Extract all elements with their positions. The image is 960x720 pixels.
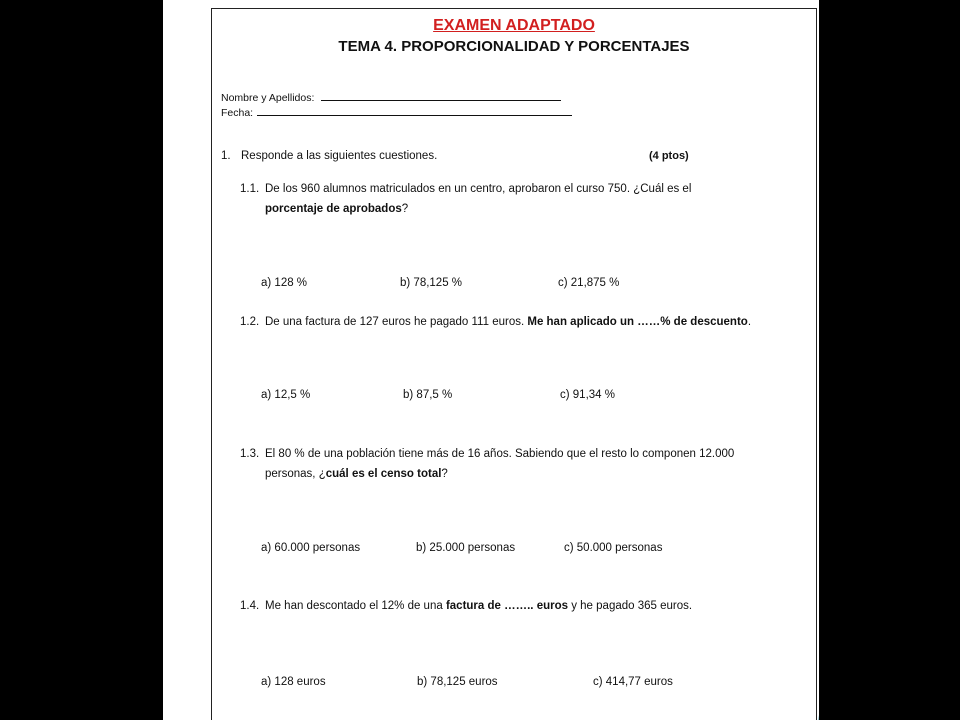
question-text-head: personas, ¿ — [265, 468, 326, 480]
question-emphasis: porcentaje de aprobados — [265, 203, 402, 215]
question-text-plain: Me han descontado el 12% de una — [265, 600, 443, 612]
option-c: c) 21,875 % — [558, 277, 620, 289]
question-number: 1.1. — [240, 183, 260, 195]
section-number: 1. — [221, 150, 231, 162]
question-text — [265, 600, 692, 612]
question-text: El 80 % de una población tiene más de 16 años. Sabiendo que el resto lo componen 12.000 — [265, 448, 735, 460]
date-label: Fecha: — [221, 107, 254, 119]
option-b: b) 78,125 euros — [417, 676, 498, 688]
question-emphasis: Me han aplicado un ……% de descuento — [527, 316, 748, 328]
left-black-margin — [0, 0, 163, 720]
option-c: c) 91,34 % — [560, 389, 615, 401]
option-a: a) 60.000 personas — [261, 542, 361, 554]
date-blank-line — [257, 105, 572, 116]
option-a: a) 12,5 % — [261, 389, 311, 401]
question-text-plain: De una factura de 127 euros he pagado 111 euros. — [265, 316, 525, 328]
question-number: 1.2. — [240, 316, 260, 328]
question-emphasis: cuál es el censo total — [325, 468, 442, 480]
question-text-tail: ? — [441, 468, 448, 480]
name-field — [221, 90, 561, 104]
question-number: 1.4. — [240, 600, 260, 612]
question-emphasis: factura de …….. euros — [445, 600, 569, 612]
option-c: c) 414,77 euros — [593, 676, 673, 688]
name-blank-line — [321, 90, 561, 101]
question-text-tail: . — [747, 316, 752, 328]
exam-title: EXAMEN ADAPTADO — [433, 17, 595, 34]
option-b: b) 87,5 % — [403, 389, 453, 401]
name-label: Nombre y Apellidos: — [221, 92, 315, 104]
right-black-margin — [819, 0, 960, 720]
question-number: 1.3. — [240, 448, 260, 460]
option-c: c) 50.000 personas — [564, 542, 663, 554]
section-title: Responde a las siguientes cuestiones. — [241, 150, 438, 162]
teal-circle-decoration-right — [818, 615, 819, 720]
exam-topic: TEMA 4. PROPORCIONALIDAD Y PORCENTAJES — [338, 38, 690, 55]
section-points: (4 ptos) — [649, 150, 689, 162]
question-text: De los 960 alumnos matriculados en un centro, aprobaron el curso 750. ¿Cuál es el — [265, 183, 692, 195]
option-a: a) 128 % — [261, 277, 308, 289]
question-text-line2 — [265, 203, 408, 215]
option-a: a) 128 euros — [261, 676, 326, 688]
question-text-tail: ? — [401, 203, 409, 215]
exam-sheet — [211, 8, 817, 720]
question-text — [265, 316, 751, 328]
date-field — [221, 105, 572, 119]
option-b: b) 25.000 personas — [416, 542, 516, 554]
slide — [163, 0, 819, 720]
question-text-tail: y he pagado 365 euros. — [571, 600, 693, 612]
question-text-line2 — [265, 468, 448, 480]
option-b: b) 78,125 % — [400, 277, 463, 289]
